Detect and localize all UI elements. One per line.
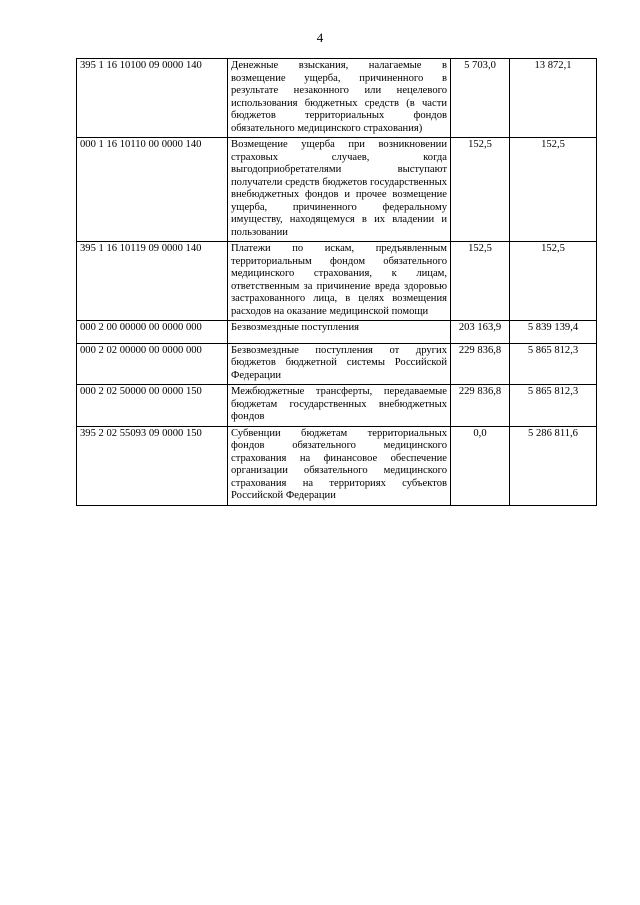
table-row — [77, 138, 597, 242]
amount-cell-1: 203 163,9 — [451, 321, 510, 344]
amount-cell-2: 13 872,1 — [510, 59, 597, 138]
revenue-name-cell: Возмещение ущерба при возникновении страховых случаев, когда выгодоприобретателями выступают получатели средств бюджетов государственных внебюджетных фондов и прочее возмещение ущерба, причиненного федеральному имуществу, находящемуся в их владении и пользовании — [228, 138, 451, 242]
revenue-name-cell: Межбюджетные трансферты, передаваемые бюджетам государственных внебюджетных фондов — [228, 385, 451, 427]
revenue-name-cell: Денежные взыскания, налагаемые в возмещение ущерба, причиненного в результате незаконного или нецелевого использования бюджетных средств (в части бюджетов территориальных фондов обязательного медицинского страхования) — [228, 59, 451, 138]
budget-code-cell: 000 2 02 50000 00 0000 150 — [77, 385, 228, 427]
table-row — [77, 385, 597, 427]
revenue-name-cell: Платежи по искам, предъявленным территориальным фондом обязательного медицинского страхования, к лицам, ответственным за причинение вреда здоровью застрахованного лица, в целях возмещения расходов на оказание медицинской помощи — [228, 242, 451, 321]
amount-cell-2: 5 286 811,6 — [510, 426, 597, 505]
amount-cell-1: 229 836,8 — [451, 385, 510, 427]
budget-code-cell: 395 2 02 55093 09 0000 150 — [77, 426, 228, 505]
budget-code-cell: 395 1 16 10119 09 0000 140 — [77, 242, 228, 321]
revenue-name-cell: Безвозмездные поступления — [228, 321, 451, 344]
revenue-name-cell: Безвозмездные поступления от других бюджетов бюджетной системы Российской Федерации — [228, 343, 451, 385]
amount-cell-1: 5 703,0 — [451, 59, 510, 138]
amount-cell-2: 5 865 812,3 — [510, 343, 597, 385]
amount-cell-2: 5 865 812,3 — [510, 385, 597, 427]
budget-code-cell: 000 2 02 00000 00 0000 000 — [77, 343, 228, 385]
amount-cell-2: 152,5 — [510, 242, 597, 321]
table-row — [77, 242, 597, 321]
amount-cell-1: 152,5 — [451, 138, 510, 242]
table-row — [77, 321, 597, 344]
budget-code-cell: 000 1 16 10110 00 0000 140 — [77, 138, 228, 242]
amount-cell-2: 5 839 139,4 — [510, 321, 597, 344]
amount-cell-1: 152,5 — [451, 242, 510, 321]
budget-code-cell: 395 1 16 10100 09 0000 140 — [77, 59, 228, 138]
page-number: 4 — [316, 30, 324, 45]
amount-cell-2: 152,5 — [510, 138, 597, 242]
amount-cell-1: 0,0 — [451, 426, 510, 505]
revenue-name-cell: Субвенции бюджетам территориальных фондов обязательного медицинского страхования на финансовое обеспечение организации обязательного медицинского страхования на территориях субъектов Российской Федерации — [228, 426, 451, 505]
amount-cell-1: 229 836,8 — [451, 343, 510, 385]
table-row — [77, 426, 597, 505]
budget-revenue-table — [76, 58, 597, 506]
table-row — [77, 343, 597, 385]
budget-code-cell: 000 2 00 00000 00 0000 000 — [77, 321, 228, 344]
table-row — [77, 59, 597, 138]
